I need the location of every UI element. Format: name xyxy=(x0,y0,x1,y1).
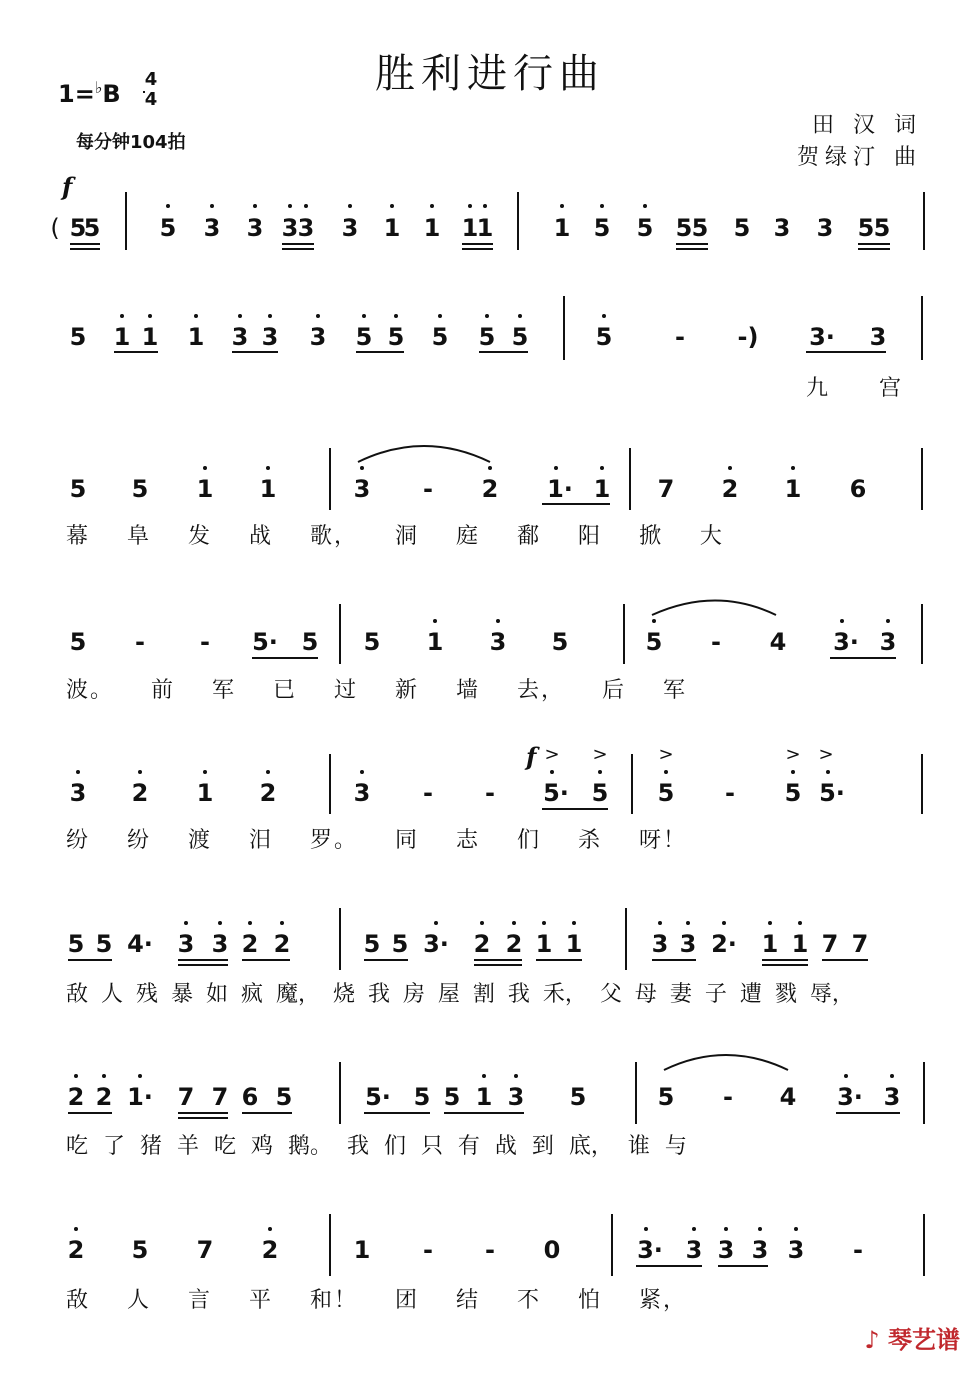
score-note: 6 xyxy=(849,475,867,503)
score-note: 2 xyxy=(261,1236,279,1264)
svg-text:>: > xyxy=(785,744,801,765)
score-note: 7 xyxy=(196,1236,214,1264)
score-note: - xyxy=(423,779,433,807)
score-note: - xyxy=(423,475,433,503)
lyric-line: 敌 人 残 暴 如 疯 魔， 烧 我 房 屋 割 我 禾， 父 母 妻 子 遭 戮 辱， xyxy=(66,982,854,1007)
score-note: 3 xyxy=(751,1236,769,1264)
score-note: 2 xyxy=(473,930,491,958)
score-note: 3· xyxy=(809,323,835,351)
score-note: 5 xyxy=(363,930,381,958)
score-note: - xyxy=(853,1236,863,1264)
score-note: 3 xyxy=(773,214,791,242)
score-note: 3 xyxy=(261,323,279,351)
score-note: 1· xyxy=(127,1083,153,1111)
score-note: 4· xyxy=(127,930,153,958)
score-note: 1 xyxy=(187,323,205,351)
time-signature: 4 4 xyxy=(144,69,158,110)
score-note: 5 xyxy=(131,475,149,503)
score-note: 3 xyxy=(879,628,897,656)
lyric-line: 吃 了 猪 羊 吃 鸡 鹅。 我 们 只 有 战 到 底， 谁 与 xyxy=(66,1134,687,1159)
watermark-icon: ♪ xyxy=(864,1326,880,1354)
score-note: 1 xyxy=(791,930,809,958)
score-note: 3 xyxy=(787,1236,805,1264)
key-signature: 1=♭B xyxy=(58,78,121,108)
score-note: 1 xyxy=(113,323,131,351)
svg-text:>: > xyxy=(592,744,608,765)
score-note: 5 xyxy=(569,1083,587,1111)
score-note: 2 xyxy=(481,475,499,503)
score-note: 1 xyxy=(593,475,611,503)
score-note: 3 xyxy=(685,1236,703,1264)
score-note: 5 xyxy=(478,323,496,351)
score-note: 7 xyxy=(211,1083,229,1111)
score-note: 5 xyxy=(784,779,802,807)
dynamic-forte: f xyxy=(526,742,537,771)
score-note: 5 xyxy=(645,628,663,656)
score-note: 1 xyxy=(565,930,583,958)
score-note: 5 xyxy=(443,1083,461,1111)
score-note: - xyxy=(485,779,495,807)
score-note: 1 xyxy=(784,475,802,503)
score-note: 5 xyxy=(69,214,87,242)
lyric-line: 九 宫 xyxy=(806,376,923,401)
composer-credit: 贺绿汀 曲 xyxy=(797,145,922,170)
score-note: 2 xyxy=(67,1236,85,1264)
score-note: 5 xyxy=(551,628,569,656)
score-note: 1 xyxy=(461,214,479,242)
score-note: 5 xyxy=(733,214,751,242)
lyric-line: 幕 阜 发 战 歌， 洞 庭 鄱 阳 掀 大 xyxy=(66,524,724,549)
score-note: 1 xyxy=(423,214,441,242)
score-note: 5 xyxy=(391,930,409,958)
score-note: 2 xyxy=(259,779,277,807)
score-note: 2 xyxy=(505,930,523,958)
score-note: -) xyxy=(737,323,759,351)
score-note: 3 xyxy=(203,214,221,242)
svg-text:>: > xyxy=(658,744,674,765)
score-note: 2 xyxy=(131,779,149,807)
lyric-line: 波。 前 军 已 过 新 墙 去， 后 军 xyxy=(66,678,687,703)
score-note: 5· xyxy=(252,628,278,656)
score-note: 1 xyxy=(535,930,553,958)
svg-text:>: > xyxy=(544,744,560,765)
dynamic-forte: f xyxy=(62,172,73,201)
score-note: 5 xyxy=(355,323,373,351)
score-note: 5 xyxy=(873,214,891,242)
score-note: 3 xyxy=(489,628,507,656)
score-note: 3 xyxy=(651,930,669,958)
score-note: 4 xyxy=(779,1083,797,1111)
score-note: 3 xyxy=(883,1083,901,1111)
score-note: 5· xyxy=(365,1083,391,1111)
score-note: 5 xyxy=(69,628,87,656)
score-note: 1 xyxy=(553,214,571,242)
score-note: 2· xyxy=(711,930,737,958)
score-note: 3 xyxy=(177,930,195,958)
score-note: 5 xyxy=(595,323,613,351)
score-note: 2 xyxy=(241,930,259,958)
score-note: 3 xyxy=(297,214,315,242)
watermark-logo: ♪ 琴艺谱 xyxy=(864,1326,960,1354)
score-note: 5 xyxy=(511,323,529,351)
score-note: 7 xyxy=(851,930,869,958)
score-note: - xyxy=(423,1236,433,1264)
score-note: 5 xyxy=(657,1083,675,1111)
score-note: 5 xyxy=(301,628,319,656)
score-note: 4 xyxy=(769,628,787,656)
score-note: 2 xyxy=(95,1083,113,1111)
score-note: 7 xyxy=(657,475,675,503)
score-note: 1 xyxy=(259,475,277,503)
score-note: 3· xyxy=(423,930,449,958)
score-note: 1 xyxy=(196,779,214,807)
score-note: 5 xyxy=(675,214,693,242)
score-note: 3· xyxy=(833,628,859,656)
lyric-line: 纷 纷 渡 汨 罗。 同 志 们 杀 呀！ xyxy=(66,828,687,853)
score-note: 7 xyxy=(821,930,839,958)
score-note: 3 xyxy=(231,323,249,351)
score-note: 1· xyxy=(547,475,573,503)
score-note: 6 xyxy=(241,1083,259,1111)
score-note: 2 xyxy=(721,475,739,503)
score-note: 5 xyxy=(67,930,85,958)
score-note: 3 xyxy=(341,214,359,242)
score-note: 5 xyxy=(413,1083,431,1111)
score-note: 1 xyxy=(141,323,159,351)
score-note: 3 xyxy=(211,930,229,958)
score-note: 5· xyxy=(819,779,845,807)
score-note: - xyxy=(675,323,685,351)
score-note: - xyxy=(725,779,735,807)
score-note: 3 xyxy=(69,779,87,807)
score-note: 3 xyxy=(816,214,834,242)
score-note: 2 xyxy=(67,1083,85,1111)
score-note: 5 xyxy=(591,779,609,807)
score-note: - xyxy=(135,628,145,656)
lyric-line: 敌 人 言 平 和！ 团 结 不 怕 紧， xyxy=(66,1288,687,1313)
score-note: - xyxy=(723,1083,733,1111)
score-note: 1 xyxy=(353,1236,371,1264)
svg-text:>: > xyxy=(818,744,834,765)
score-note: 5 xyxy=(657,779,675,807)
score-note: 5· xyxy=(543,779,569,807)
score-note: 5 xyxy=(131,1236,149,1264)
score-note: 2 xyxy=(273,930,291,958)
score-note: 1 xyxy=(383,214,401,242)
score-note: 5 xyxy=(95,930,113,958)
score-note: ( xyxy=(50,214,60,242)
score-note: 5 xyxy=(593,214,611,242)
score-note: 1 xyxy=(426,628,444,656)
score-note: 3· xyxy=(637,1236,663,1264)
score-note: 5 xyxy=(69,323,87,351)
score-note: 0 xyxy=(543,1236,561,1264)
score-note: 1 xyxy=(476,214,494,242)
score-note: 3 xyxy=(507,1083,525,1111)
score-note: 5 xyxy=(275,1083,293,1111)
score-note: 3· xyxy=(837,1083,863,1111)
score-note: 1 xyxy=(475,1083,493,1111)
page-title: 胜利进行曲 xyxy=(375,51,605,97)
lyricist-credit: 田 汉 词 xyxy=(812,113,922,138)
score-note: 7 xyxy=(177,1083,195,1111)
score-note: 5 xyxy=(69,475,87,503)
score-note: 5 xyxy=(363,628,381,656)
score-note: 5 xyxy=(431,323,449,351)
score-note: 5 xyxy=(857,214,875,242)
score-note: 3 xyxy=(353,475,371,503)
score-note: 5 xyxy=(83,214,101,242)
score-note: 3 xyxy=(246,214,264,242)
tempo-marking: 每分钟104拍 xyxy=(76,132,186,153)
score-note: 1 xyxy=(196,475,214,503)
score-note: 3 xyxy=(281,214,299,242)
score-note: 3 xyxy=(717,1236,735,1264)
score-note: 5 xyxy=(159,214,177,242)
score-note: 3 xyxy=(309,323,327,351)
score-note: - xyxy=(711,628,721,656)
score-note: 3 xyxy=(353,779,371,807)
score-note: - xyxy=(485,1236,495,1264)
score-note: 5 xyxy=(636,214,654,242)
score-note: 1 xyxy=(761,930,779,958)
score-note: - xyxy=(200,628,210,656)
score-note: 5 xyxy=(387,323,405,351)
score-note: 5 xyxy=(691,214,709,242)
score-note: 3 xyxy=(869,323,887,351)
score-note: 3 xyxy=(679,930,697,958)
